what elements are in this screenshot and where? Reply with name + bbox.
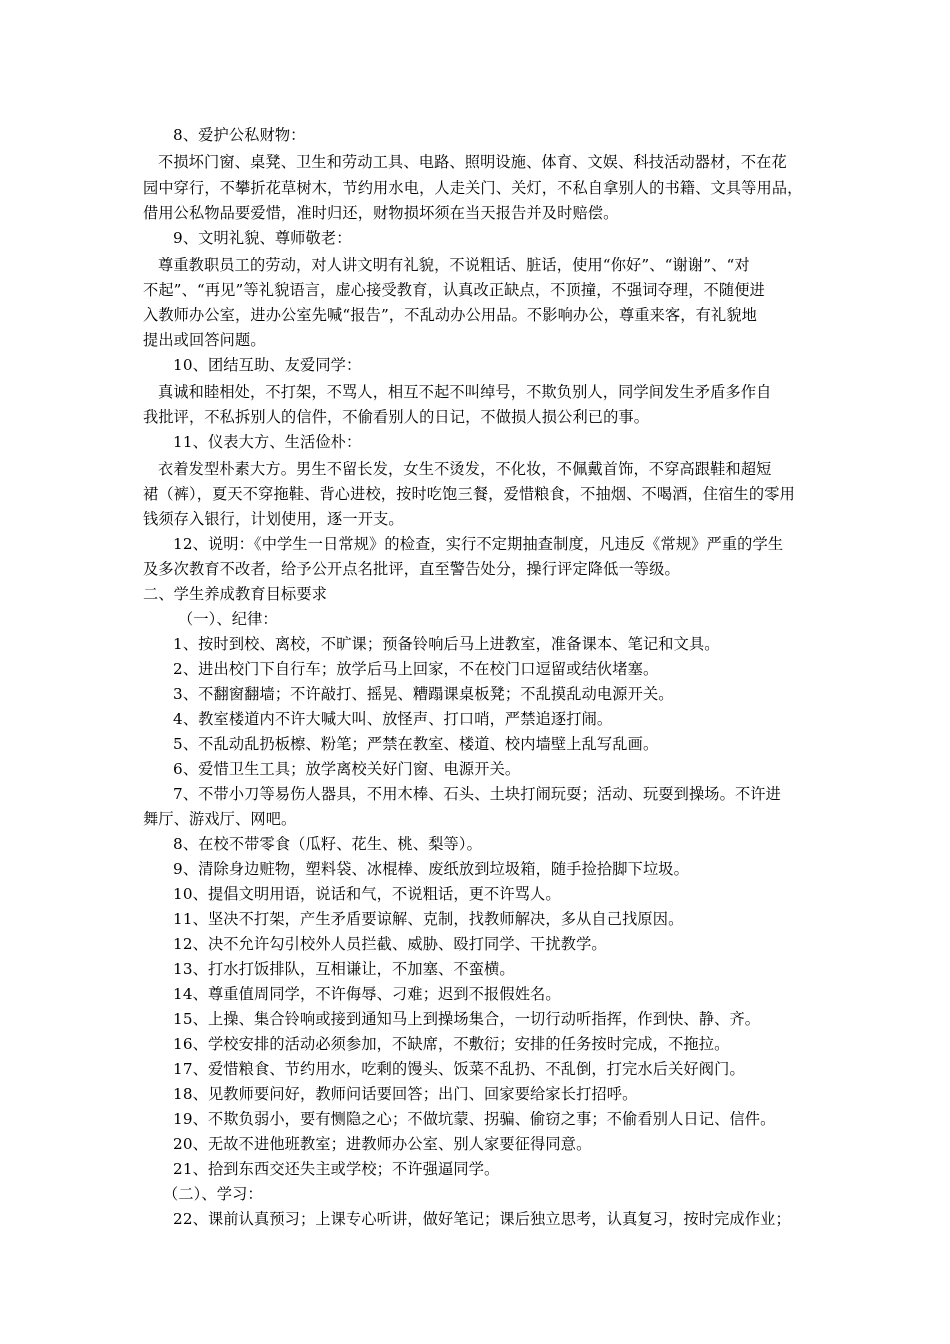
- list-item: 9、清除身边赃物，塑料袋、冰棍棒、废纸放到垃圾箱，随手捡拾脚下垃圾。: [173, 860, 689, 878]
- list-item: 5、不乱动乱扔板檫、粉笔；严禁在教室、楼道、校内墙壁上乱写乱画。: [173, 735, 659, 753]
- list-item: 15、上操、集合铃响或接到通知马上到操场集合，一切行动听指挥，作到快、静、齐。: [173, 1010, 761, 1028]
- paragraph-line: 12、说明：《中学生一日常规》的检查，实行不定期抽查制度，凡违反《常规》严重的学生: [173, 535, 784, 553]
- list-item: 18、见教师要问好，教师问话要回答；出门、回家要给家长打招呼。: [173, 1085, 638, 1103]
- paragraph-line: 入教师办公室，进办公室先喊“报告”，不乱动办公用品。不影响办公，尊重来客，有礼貌地: [143, 306, 757, 324]
- section-heading: 10、团结互助、友爱同学：: [173, 356, 362, 374]
- list-item: 22、课前认真预习；上课专心听讲，做好笔记；课后独立思考，认真复习，按时完成作业；: [173, 1210, 791, 1228]
- subsection-heading: （一）、纪律：: [178, 610, 278, 628]
- list-item: 11、坚决不打架，产生矛盾要谅解、克制，找教师解决，多从自己找原因。: [173, 910, 684, 928]
- list-item: 7、不带小刀等易伤人器具，不用木棒、石头、土块打闹玩耍；活动、玩耍到操场。不许进: [173, 785, 781, 803]
- section-heading: 8、爱护公私财物：: [173, 126, 306, 144]
- list-item: 3、不翻窗翻墙；不许敲打、摇晃、糟蹋课桌板凳；不乱摸乱动电源开关。: [173, 685, 674, 703]
- chapter-heading: 二、学生养成教育目标要求: [143, 585, 328, 603]
- list-item: 17、爱惜粮食、节约用水，吃剩的馒头、饭菜不乱扔、不乱倒，打完水后关好阀门。: [173, 1060, 745, 1078]
- paragraph-line: 及多次教育不改者，给予公开点名批评，直至警告处分，操行评定降低一等级。: [143, 560, 680, 578]
- paragraph-line: 真诚和睦相处，不打架，不骂人，相互不起不叫绰号，不欺负别人，同学间发生矛盾多作自: [158, 383, 772, 401]
- list-item: 16、学校安排的活动必须参加，不缺席，不敷衍；安排的任务按时完成，不拖拉。: [173, 1035, 730, 1053]
- section-heading: 11、仪表大方、生活俭朴：: [173, 433, 362, 451]
- list-item: 21、拾到东西交还失主或学校；不许强逼同学。: [173, 1160, 500, 1178]
- list-item: 4、教室楼道内不许大喊大叫、放怪声、打口哨，严禁追逐打闹。: [173, 710, 613, 728]
- list-item: 10、提倡文明用语，说话和气，不说粗话，更不许骂人。: [173, 885, 561, 903]
- paragraph-line: 提出或回答问题。: [143, 331, 266, 349]
- list-item: 2、进出校门下自行车；放学后马上回家，不在校门口逗留或结伙堵塞。: [173, 660, 659, 678]
- paragraph-line: 不起”、“再见”等礼貌语言，虚心接受教育，认真改正缺点，不顶撞，不强词夺理，不随便进: [143, 281, 765, 299]
- paragraph-line: 不损坏门窗、桌凳、卫生和劳动工具、电路、照明设施、体育、文娱、科技活动器材，不在花: [158, 153, 787, 171]
- list-item: 8、在校不带零食（瓜籽、花生、桃、梨等）。: [173, 835, 482, 853]
- paragraph-line: 衣着发型朴素大方。男生不留长发，女生不烫发，不化妆，不佩戴首饰，不穿高跟鞋和超短: [158, 460, 772, 478]
- list-item: 19、不欺负弱小，要有恻隐之心；不做坑蒙、拐骗、偷窃之事；不偷看别人日记、信件。: [173, 1110, 776, 1128]
- list-item: 1、按时到校、离校，不旷课；预备铃响后马上进教室，准备课本、笔记和文具。: [173, 635, 720, 653]
- paragraph-line: 借用公私物品要爱惜，准时归还，财物损坏须在当天报告并及时赔偿。: [143, 204, 619, 222]
- paragraph-line: 裙（裤），夏天不穿拖鞋、背心进校，按时吃饱三餐，爱惜粮食，不抽烟、不喝酒，住宿生的零用: [143, 485, 795, 503]
- paragraph-line: 园中穿行，不攀折花草树木，节约用水电，人走关门、关灯，不私自拿别人的书籍、文具等用品，: [143, 179, 803, 197]
- list-item: 6、爱惜卫生工具；放学离校关好门窗、电源开关。: [173, 760, 521, 778]
- section-heading: 9、文明礼貌、尊师敬老：: [173, 229, 352, 247]
- list-item-continuation: 舞厅、游戏厅、网吧。: [143, 810, 297, 828]
- list-item: 12、决不允许勾引校外人员拦截、威胁、殴打同学、干扰教学。: [173, 935, 607, 953]
- list-item: 14、尊重值周同学，不许侮辱、刁难；迟到不报假姓名。: [173, 985, 561, 1003]
- paragraph-line: 尊重教职员工的劳动，对人讲文明有礼貌，不说粗话、脏话，使用“你好”、“谢谢”、“对: [158, 256, 750, 274]
- paragraph-line: 钱须存入银行，计划使用，逐一开支。: [143, 510, 404, 528]
- paragraph-line: 我批评，不私拆别人的信件，不偷看别人的日记，不做损人损公利已的事。: [143, 408, 650, 426]
- list-item: 13、打水打饭排队，互相谦让，不加塞、不蛮横。: [173, 960, 515, 978]
- list-item: 20、无故不进他班教室；进教师办公室、别人家要征得同意。: [173, 1135, 592, 1153]
- subsection-heading: （二）、学习：: [163, 1185, 263, 1203]
